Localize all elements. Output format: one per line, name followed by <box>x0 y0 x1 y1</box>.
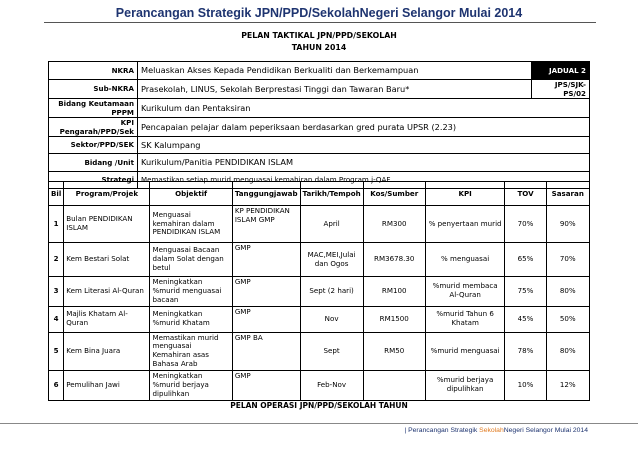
strategi-label: Strategi <box>49 171 138 189</box>
cell-tarikh: Sept <box>300 332 363 370</box>
cell-sasaran: 80% <box>546 277 589 307</box>
col-header-tanggungjawab: Tanggungjawab <box>232 182 300 206</box>
cell-program: Kem Bestari Solat <box>64 243 150 277</box>
subnkra-label: Sub-NKRA <box>49 79 138 98</box>
cell-kpi: %murid berjaya dipulihkan <box>425 371 505 401</box>
footer-highlight: Sekolah <box>479 427 504 434</box>
nkra-value: Meluaskan Akses Kepada Pendidikan Berkualiti dan Berkemampuan <box>138 62 532 80</box>
cell-objektif: Meningkatkan %murid menguasai bacaan <box>150 277 232 307</box>
table-row <box>49 277 590 307</box>
cell-tarikh: Nov <box>300 306 363 332</box>
sektor-value: SK Kalumpang <box>138 136 590 154</box>
cell-sasaran: 70% <box>546 243 589 277</box>
kpi-value: Pencapaian pelajar dalam peperiksaan berdasarkan gred purata UPSR (2.23) <box>138 117 590 136</box>
program-table <box>48 181 590 401</box>
cell-bil: 5 <box>49 332 64 370</box>
sektor-label: Sektor/PPD/SEK <box>49 136 138 154</box>
table-row <box>49 306 590 332</box>
jps-code: JPS/SJK-PS/02 <box>532 79 590 98</box>
cell-tov: 75% <box>505 277 546 307</box>
cell-kpi: %murid Tahun 6 Khatam <box>425 306 505 332</box>
cell-objektif: Memastikan murid menguasai Kemahiran asas Bahasa Arab <box>150 332 232 370</box>
cell-kos: RM3678.30 <box>363 243 425 277</box>
cell-tanggungjawab: GMP <box>232 371 300 401</box>
cell-tov: 45% <box>505 306 546 332</box>
cell-objektif: Meningkatkan %murid Khatam <box>150 306 232 332</box>
info-row-nkra <box>49 62 590 80</box>
cell-kos: RM300 <box>363 206 425 243</box>
cell-sasaran: 12% <box>546 371 589 401</box>
cell-program: Bulan PENDIDIKAN ISLAM <box>64 206 150 243</box>
operasi-title: PELAN OPERASI JPN/PPD/SEKOLAH TAHUN <box>230 401 408 410</box>
cell-objektif: Meningkatkan %murid berjaya dipulihkan <box>150 371 232 401</box>
cell-objektif: Menguasai kemahiran dalam PENDIDIKAN ISLAM <box>150 206 232 243</box>
cell-tanggungjawab: GMP <box>232 277 300 307</box>
info-row-bidang <box>49 98 590 117</box>
cell-bil: 4 <box>49 306 64 332</box>
table-row <box>49 371 590 401</box>
unit-label: Bidang /Unit <box>49 154 138 172</box>
cell-tov: 10% <box>505 371 546 401</box>
cell-sasaran: 50% <box>546 306 589 332</box>
cell-kos: RM1500 <box>363 306 425 332</box>
col-header-objektif: Objektif <box>150 182 232 206</box>
cell-tanggungjawab: GMP <box>232 306 300 332</box>
subnkra-value: Prasekolah, LINUS, Sekolah Berprestasi Tinggi dan Tawaran Baru* <box>138 79 532 98</box>
cell-tarikh: April <box>300 206 363 243</box>
cell-tarikh: MAC,MEI,Julai dan Ogos <box>300 243 363 277</box>
table-header-row <box>49 182 590 206</box>
info-row-kpi <box>49 117 590 136</box>
table-row <box>49 206 590 243</box>
bidang-label: Bidang Keutamaan PPPM <box>49 98 138 117</box>
cell-tanggungjawab: GMP <box>232 243 300 277</box>
info-row-subnkra <box>49 79 590 98</box>
cell-kos <box>363 371 425 401</box>
col-header-program: Program/Projek <box>64 182 150 206</box>
cell-tanggungjawab: GMP BA <box>232 332 300 370</box>
cell-tov: 65% <box>505 243 546 277</box>
info-row-sektor <box>49 136 590 154</box>
cell-bil: 2 <box>49 243 64 277</box>
strategi-value: Memastikan setiap murid menguasai kemahiran dalam Program j-QAF. <box>138 171 590 189</box>
cell-bil: 3 <box>49 277 64 307</box>
page-title: Perancangan Strategik JPN/PPD/SekolahNegeri Selangor Mulai 2014 <box>115 6 523 20</box>
footer-suffix: Negeri Selangor Mulai 2014 <box>503 427 588 434</box>
footer-prefix: | Perancangan Strategik <box>404 427 480 434</box>
cell-kpi: %murid menguasai <box>425 332 505 370</box>
col-header-bil: Bil <box>49 182 64 206</box>
cell-program: Kem Bina Juara <box>64 332 150 370</box>
cell-objektif: Menguasai Bacaan dalam Solat dengan betul <box>150 243 232 277</box>
cell-tanggungjawab: KP PENDIDIKAN ISLAM GMP <box>232 206 300 243</box>
cell-kpi: % menguasai <box>425 243 505 277</box>
col-header-tarikh: Tarikh/Tempoh <box>300 182 363 206</box>
plan-year: TAHUN 2014 <box>291 43 347 52</box>
cell-bil: 1 <box>49 206 64 243</box>
nkra-label: NKRA <box>49 62 138 80</box>
cell-program: Majlis Khatam Al-Quran <box>64 306 150 332</box>
cell-program: Pemulihan Jawi <box>64 371 150 401</box>
cell-tov: 78% <box>505 332 546 370</box>
unit-value: Kurikulum/Panitia PENDIDIKAN ISLAM <box>138 154 590 172</box>
plan-title: PELAN TAKTIKAL JPN/PPD/SEKOLAH <box>241 31 397 40</box>
title-divider <box>44 22 596 23</box>
cell-bil: 6 <box>49 371 64 401</box>
col-header-sasaran: Sasaran <box>546 182 589 206</box>
info-row-unit <box>49 154 590 172</box>
col-header-kos: Kos/Sumber <box>363 182 425 206</box>
cell-sasaran: 90% <box>546 206 589 243</box>
cell-sasaran: 80% <box>546 332 589 370</box>
cell-kos: RM50 <box>363 332 425 370</box>
footer-divider <box>0 423 638 424</box>
cell-tov: 70% <box>505 206 546 243</box>
cell-kpi: % penyertaan murid <box>425 206 505 243</box>
kpi-label: KPI Pengarah/PPD/Sek <box>49 117 138 136</box>
cell-tarikh: Sept (2 hari) <box>300 277 363 307</box>
col-header-tov: TOV <box>505 182 546 206</box>
bidang-value: Kurikulum dan Pentaksiran <box>138 98 590 117</box>
col-header-kpi: KPI <box>425 182 505 206</box>
cell-program: Kem Literasi Al-Quran <box>64 277 150 307</box>
page-footer <box>404 427 588 434</box>
table-row <box>49 332 590 370</box>
info-table <box>48 61 590 189</box>
cell-kos: RM100 <box>363 277 425 307</box>
table-row <box>49 243 590 277</box>
cell-tarikh: Feb-Nov <box>300 371 363 401</box>
jadual-badge: JADUAL 2 <box>532 62 590 80</box>
cell-kpi: %murid membaca Al-Quran <box>425 277 505 307</box>
